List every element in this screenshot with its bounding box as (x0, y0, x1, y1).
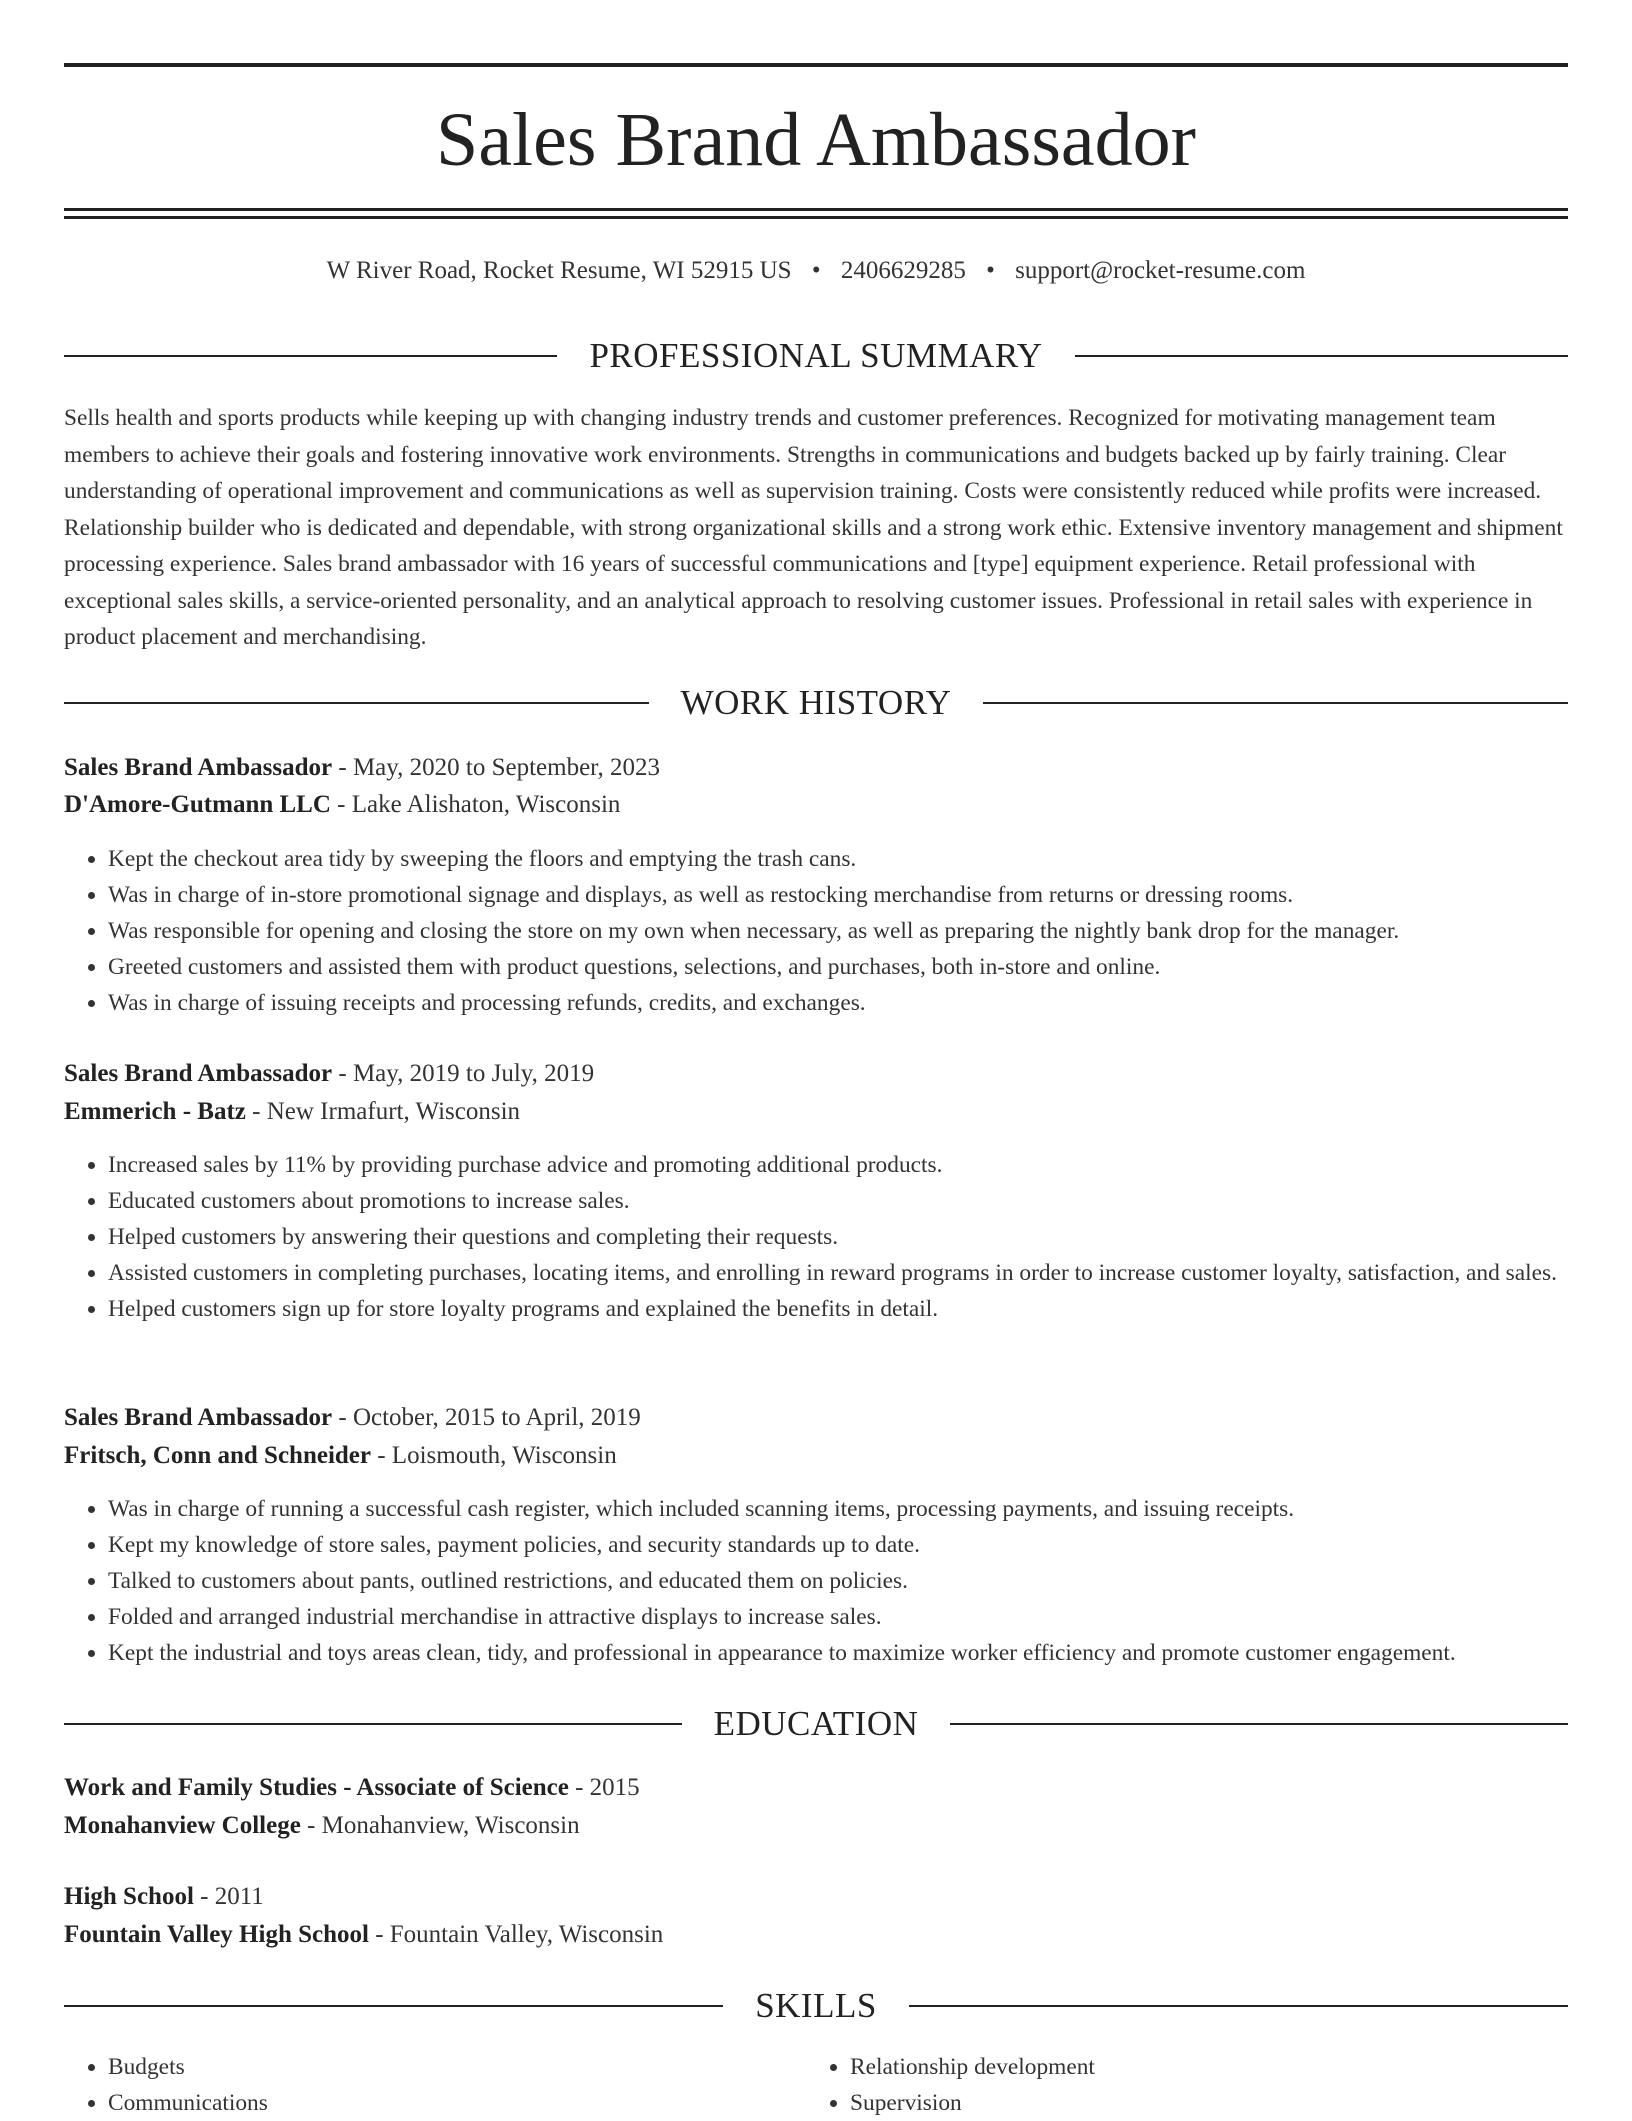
contact-separator: • (986, 257, 995, 284)
list-item: • Was in charge of in-store promotional signage and displays, as well as restocking merchandise from returns or dressing rooms. (108, 877, 1568, 913)
top-rule (64, 63, 1568, 67)
title-rule-upper (64, 208, 1568, 211)
education-location: - Fountain Valley, Wisconsin (368, 1921, 664, 1948)
heading-rule (909, 2005, 1568, 2007)
education-heading (64, 1702, 1568, 1746)
skills-list-right (806, 2049, 1568, 2121)
job-bullets (64, 841, 1568, 1021)
heading-rule (1075, 355, 1568, 357)
heading-rule (950, 1723, 1568, 1725)
list-item: • Helped customers sign up for store loyalty programs and explained the benefits in detail. (108, 1291, 1568, 1327)
job-location: - New Irmafurt, Wisconsin (245, 1098, 521, 1125)
title-rule-lower (64, 216, 1568, 219)
list-item: • Educated customers about promotions to increase sales. (108, 1183, 1568, 1219)
heading-rule (983, 702, 1568, 704)
heading-rule (64, 2005, 723, 2007)
skills-heading (64, 1984, 1568, 2028)
education-school-line (64, 1808, 1568, 1844)
heading-rule (64, 702, 649, 704)
education-school: Fountain Valley High School (64, 1921, 369, 1948)
contact-line (64, 254, 1568, 288)
list-item: • Was responsible for opening and closing the store on my own when necessary, as well as preparing the nightly bank drop for the manager. (108, 913, 1568, 949)
skills-list-left (64, 2049, 804, 2121)
job-dates: - May, 2020 to September, 2023 (332, 754, 661, 781)
heading-rule (64, 355, 557, 357)
section-title: WORK HISTORY (680, 683, 952, 722)
job-location: - Loismouth, Wisconsin (370, 1442, 617, 1469)
job-title-line (64, 1056, 1568, 1092)
job-company: Emmerich - Batz (64, 1098, 246, 1125)
education-location: - Monahanview, Wisconsin (300, 1812, 580, 1839)
education-school-line (64, 1917, 1568, 1953)
job-title: Sales Brand Ambassador (64, 754, 333, 781)
education-degree-line (64, 1770, 1568, 1806)
education-degree: Work and Family Studies - Associate of Science (64, 1774, 569, 1801)
education-year: - 2015 (568, 1774, 640, 1801)
job-company-line (64, 787, 1568, 823)
list-item: • Folded and arranged industrial merchandise in attractive displays to increase sales. (108, 1599, 1568, 1635)
list-item: • Was in charge of running a successful cash register, which included scanning items, processing payments, and issuing receipts. (108, 1491, 1568, 1527)
contact-email: support@rocket-resume.com (1015, 257, 1306, 284)
job-company: Fritsch, Conn and Schneider (64, 1442, 371, 1469)
skill-item: • Budgets (108, 2049, 804, 2085)
section-title: SKILLS (755, 1986, 877, 2025)
education-school: Monahanview College (64, 1812, 301, 1839)
contact-address: W River Road, Rocket Resume, WI 52915 US (326, 257, 792, 284)
summary-text: Sells health and sports products while keeping up with changing industry trends and customer preferences. Recognized for motivating management team members to achieve their goals and fostering innovative work environments. Strengths in communications and budgets backed up by fairly training. Clear understanding of operational improvement and communications as well as supervision training. Costs were consistently reduced while profits were increased. Relationship builder who is dedicated and dependable, with strong organizational skills and a strong work ethic. Extensive inventory management and shipment processing experience. Sales brand ambassador with 16 years of successful communications and [type] equipment experience. Retail professional with exceptional sales skills, a service-oriented personality, and an analytical approach to resolving customer issues. Professional in retail sales with experience in product placement and merchandising. (64, 405, 1563, 650)
education-degree-line (64, 1879, 1568, 1915)
list-item: • Was in charge of issuing receipts and processing refunds, credits, and exchanges. (108, 985, 1568, 1021)
list-item: • Kept my knowledge of store sales, payment policies, and security standards up to date. (108, 1527, 1568, 1563)
job-bullets (64, 1491, 1568, 1671)
job-company-line (64, 1438, 1568, 1474)
list-item: • Kept the checkout area tidy by sweeping the floors and emptying the trash cans. (108, 841, 1568, 877)
heading-rule (64, 1723, 682, 1725)
job-title-line (64, 1400, 1568, 1436)
contact-separator: • (811, 257, 821, 284)
summary-heading (64, 334, 1568, 378)
education-degree: High School (64, 1883, 194, 1910)
job-company-line (64, 1094, 1568, 1130)
job-title: Sales Brand Ambassador (64, 1060, 333, 1087)
list-item: • Assisted customers in completing purchases, locating items, and enrolling in reward programs in order to increase customer loyalty, satisfaction, and sales. (108, 1255, 1568, 1291)
education-year: - 2011 (193, 1883, 264, 1910)
list-item: • Talked to customers about pants, outlined restrictions, and educated them on policies. (108, 1563, 1568, 1599)
job-bullets (64, 1147, 1568, 1327)
section-title: PROFESSIONAL SUMMARY (589, 336, 1043, 375)
section-title: EDUCATION (713, 1704, 919, 1743)
contact-phone: 2406629285 (840, 257, 966, 284)
job-location: - Lake Alishaton, Wisconsin (330, 791, 621, 818)
job-dates: - May, 2019 to July, 2019 (332, 1060, 595, 1087)
job-dates: - October, 2015 to April, 2019 (332, 1404, 641, 1431)
resume-title: Sales Brand Ambassador (436, 98, 1196, 182)
job-title: Sales Brand Ambassador (64, 1404, 333, 1431)
list-item: • Helped customers by answering their questions and completing their requests. (108, 1219, 1568, 1255)
skill-item: • Communications (108, 2085, 804, 2121)
list-item: • Greeted customers and assisted them with product questions, selections, and purchases, both in-store and online. (108, 949, 1568, 985)
job-title-line (64, 750, 1568, 786)
skill-item: • Relationship development (850, 2049, 1568, 2085)
work-history-heading (64, 681, 1568, 725)
job-company: D'Amore-Gutmann LLC (64, 791, 331, 818)
skill-item: • Supervision (850, 2085, 1568, 2121)
list-item: • Increased sales by 11% by providing purchase advice and promoting additional products. (108, 1147, 1568, 1183)
list-item: • Kept the industrial and toys areas clean, tidy, and professional in appearance to maximize worker efficiency and promote customer engagement. (108, 1635, 1568, 1671)
